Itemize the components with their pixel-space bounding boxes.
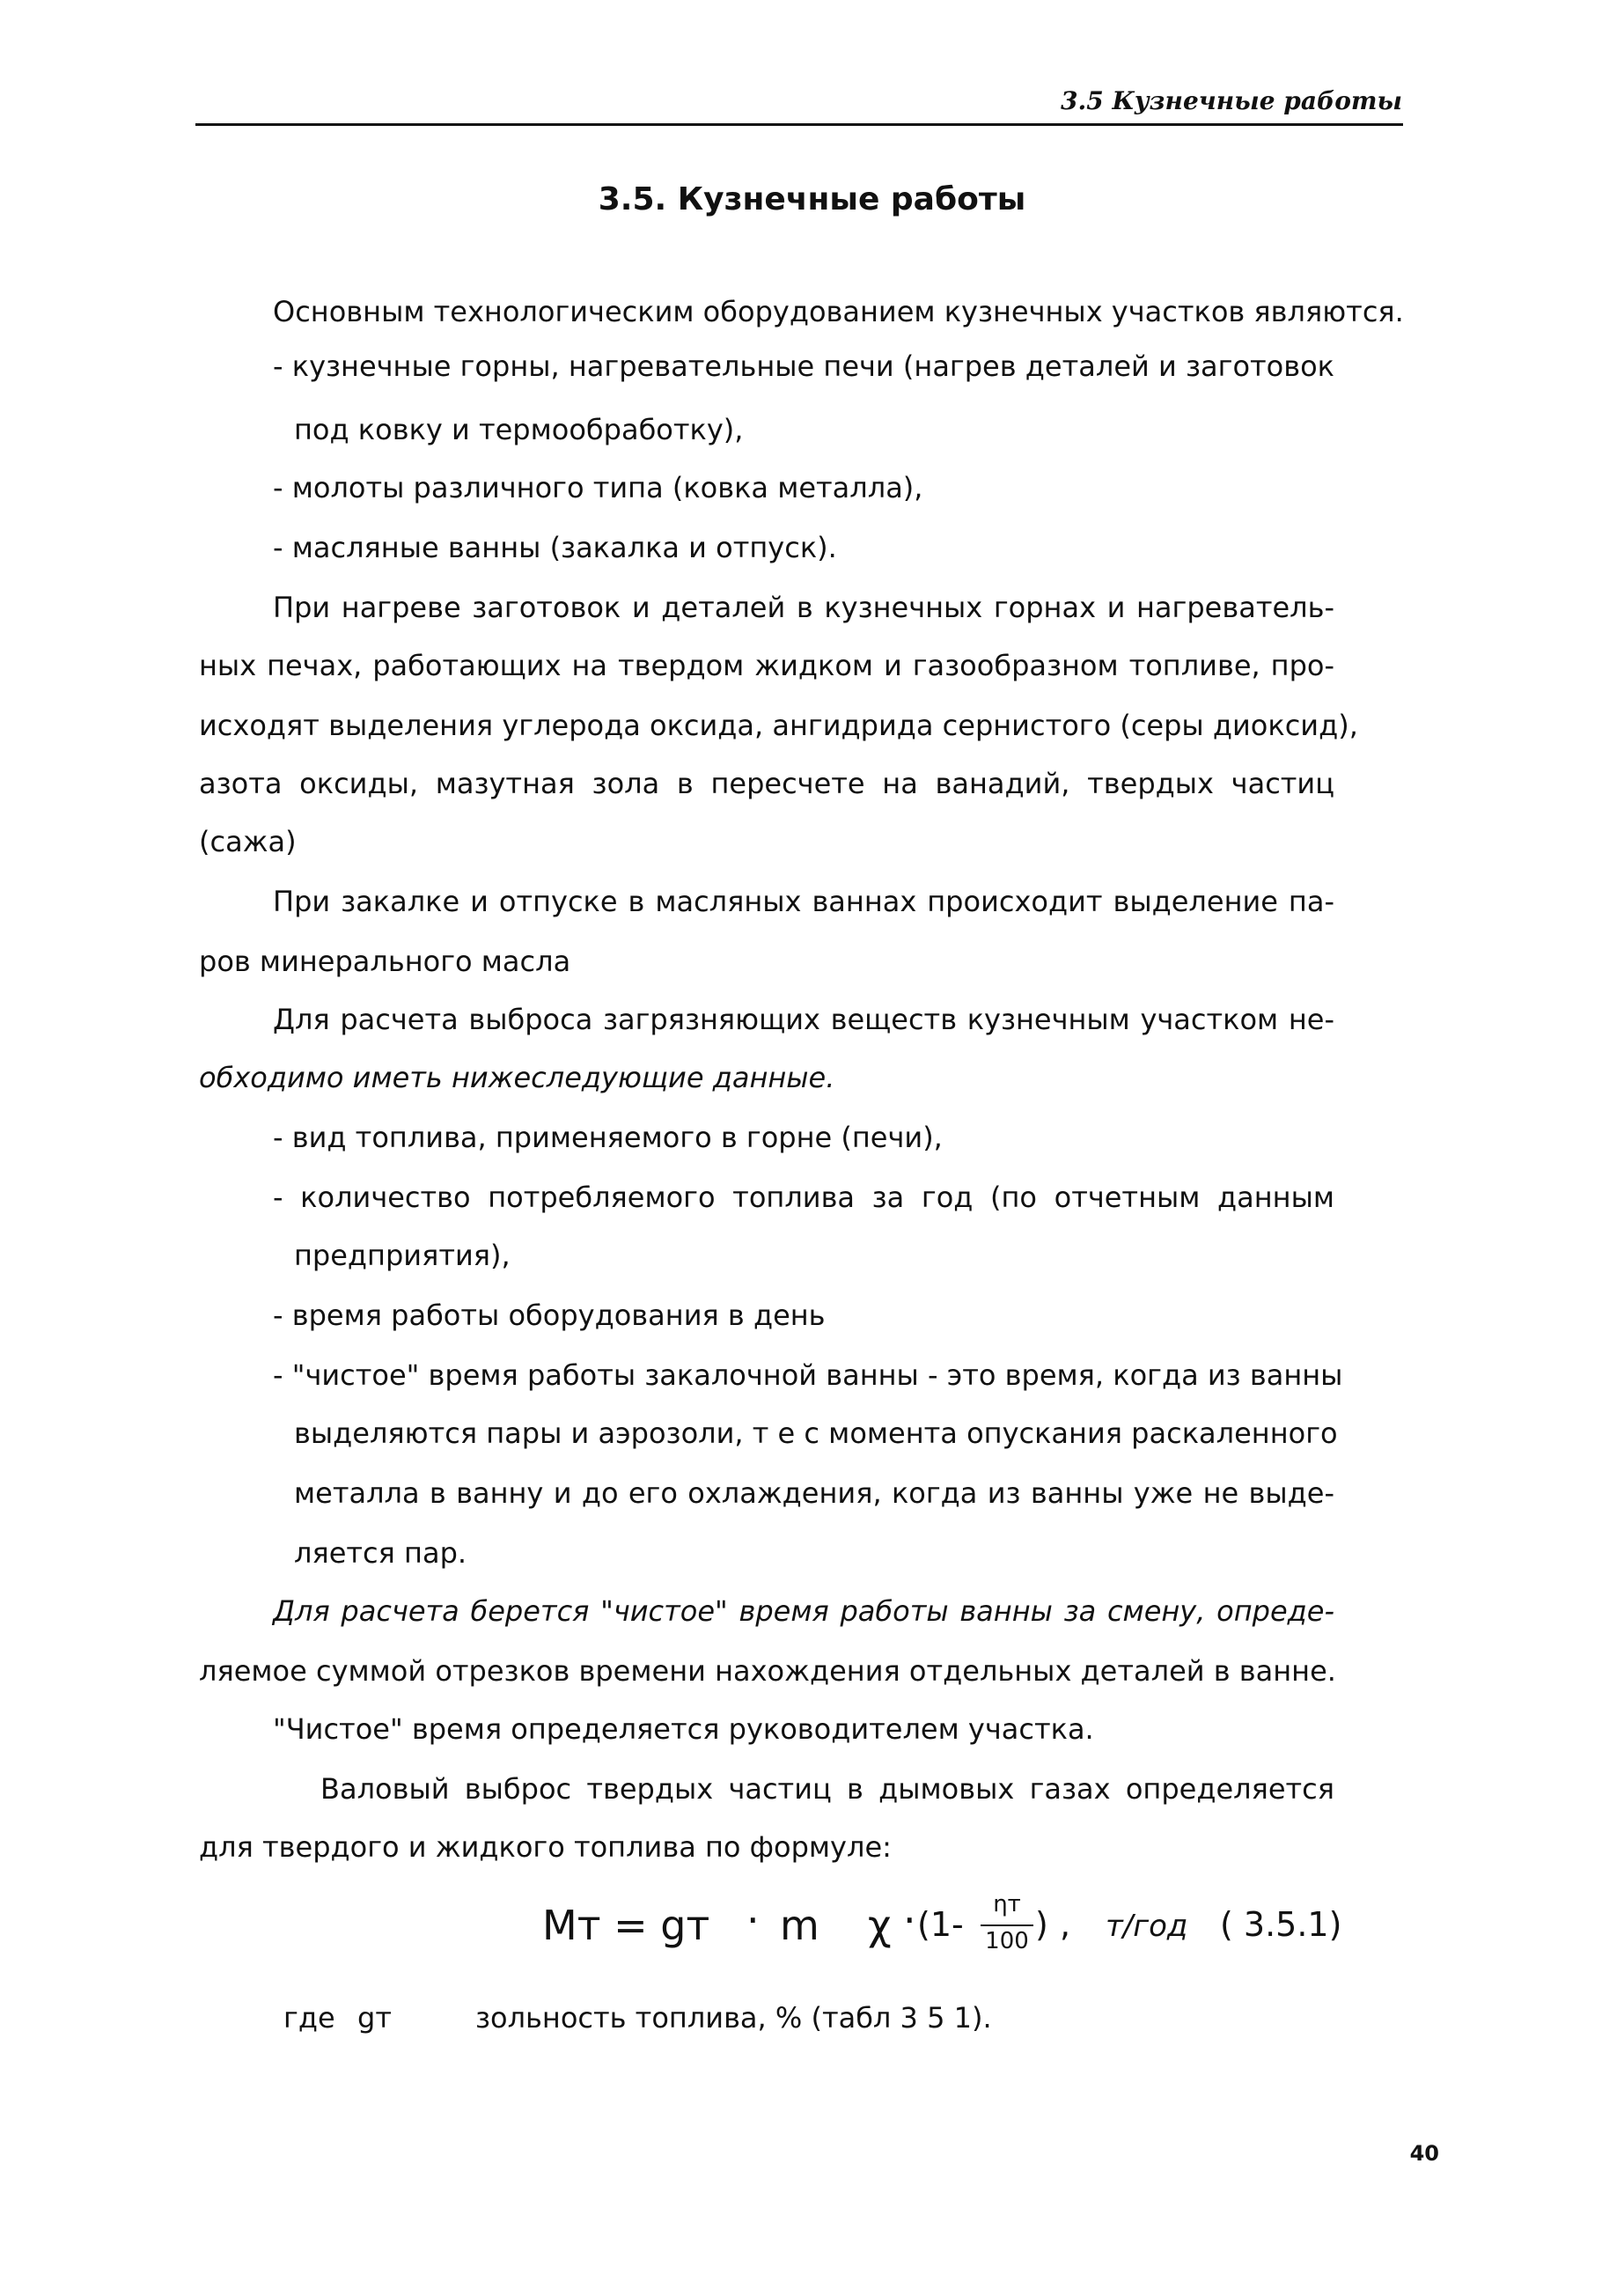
- page-number: 40: [1409, 2141, 1439, 2166]
- para-heating-line-2: ных печах, работающих на твердом жидком и газообразном топливе, про-: [199, 649, 1334, 682]
- formula-m: m: [780, 1902, 819, 1949]
- para-gross-line-1: Валовый выброс твердых частиц в дымовых газах определяется: [320, 1772, 1334, 1806]
- para-quench-line-2: ров минерального масла: [199, 945, 571, 978]
- section-title: 3.5. Кузнечные работы: [598, 181, 1026, 217]
- data-item-4-line-3: металла в ванну и до его охлаждения, когда из ванны уже не выде-: [294, 1476, 1334, 1510]
- para-clean-time-line-2: ляемое суммой отрезков времени нахождения отдельных деталей в ванне.: [199, 1654, 1336, 1688]
- data-item-4-line-2: выделяются пары и аэрозоли, т е с момента опускания раскаленного: [294, 1417, 1338, 1450]
- equipment-item-1-line-2: под ковку и термообработку),: [294, 413, 744, 446]
- formula-dot-1: ·: [746, 1896, 760, 1944]
- formula-chi: χ: [868, 1902, 892, 1949]
- formula-fraction-bar: [981, 1924, 1033, 1926]
- data-item-4-line-4: ляется пар.: [294, 1536, 467, 1570]
- equipment-item-1-line-1: - кузнечные горны, нагревательные печи (нагрев деталей и заготовок: [273, 350, 1334, 383]
- para-gross-line-2: для твердого и жидкого топлива по формуле:: [199, 1830, 892, 1864]
- formula-numerator: ηт: [993, 1891, 1021, 1917]
- para-heating-line-3: исходят выделения углерода оксида, ангидрида сернистого (серы диоксид),: [199, 709, 1358, 742]
- data-item-2-line-1: - количество потребляемого топлива за год (по отчетным данным: [273, 1181, 1334, 1214]
- para-heating-line-4: азота оксиды, мазутная зола в пересчете на ванадий, твердых частиц: [199, 767, 1334, 800]
- formula-dot-2: ·: [903, 1896, 916, 1944]
- formula-number: ( 3.5.1): [1220, 1905, 1342, 1944]
- para-heating-line-1: При нагреве заготовок и деталей в кузнечных горнах и нагреватель-: [273, 591, 1334, 624]
- para-heating-line-5: (сажа): [199, 825, 297, 858]
- where-symbol: gт: [357, 2001, 392, 2035]
- formula-comma: ,: [1060, 1905, 1071, 1944]
- data-item-2-line-2: предприятия),: [294, 1239, 511, 1272]
- data-item-3: - время работы оборудования в день: [273, 1299, 826, 1332]
- where-definition: зольность топлива, % (табл 3 5 1).: [475, 2001, 992, 2035]
- para-clean-defined: "Чистое" время определяется руководителем участка.: [273, 1712, 1094, 1746]
- para-clean-time-line-1: Для расчета берется "чистое" время работы ванны за смену, опреде-: [273, 1594, 1334, 1628]
- running-head: 3.5 Кузнечные работы: [1061, 86, 1402, 115]
- where-word: где: [283, 2001, 335, 2035]
- formula-unit: т/год: [1106, 1909, 1188, 1944]
- formula-lhs: Mт = gт: [542, 1902, 710, 1949]
- formula-close: ): [1035, 1905, 1048, 1944]
- equipment-item-2: - молоты различного типа (ковка металла),: [273, 471, 923, 504]
- intro-line: Основным технологическим оборудованием кузнечных участков являются.: [273, 295, 1404, 328]
- data-item-1: - вид топлива, применяемого в горне (печи),: [273, 1121, 943, 1154]
- equipment-item-3: - масляные ванны (закалка и отпуск).: [273, 531, 837, 564]
- para-quench-line-1: При закалке и отпуске в масляных ваннах происходит выделение па-: [273, 885, 1334, 918]
- para-data-needed-line-1: Для расчета выброса загрязняющих веществ кузнечным участком не-: [273, 1003, 1334, 1036]
- data-item-4-line-1: - "чистое" время работы закалочной ванны - это время, когда из ванны: [273, 1358, 1343, 1392]
- header-rule: [195, 123, 1403, 126]
- formula-denominator: 100: [985, 1928, 1029, 1954]
- para-data-needed-line-2: обходимо иметь нижеследующие данные.: [199, 1061, 835, 1094]
- formula-open: (1-: [917, 1905, 964, 1944]
